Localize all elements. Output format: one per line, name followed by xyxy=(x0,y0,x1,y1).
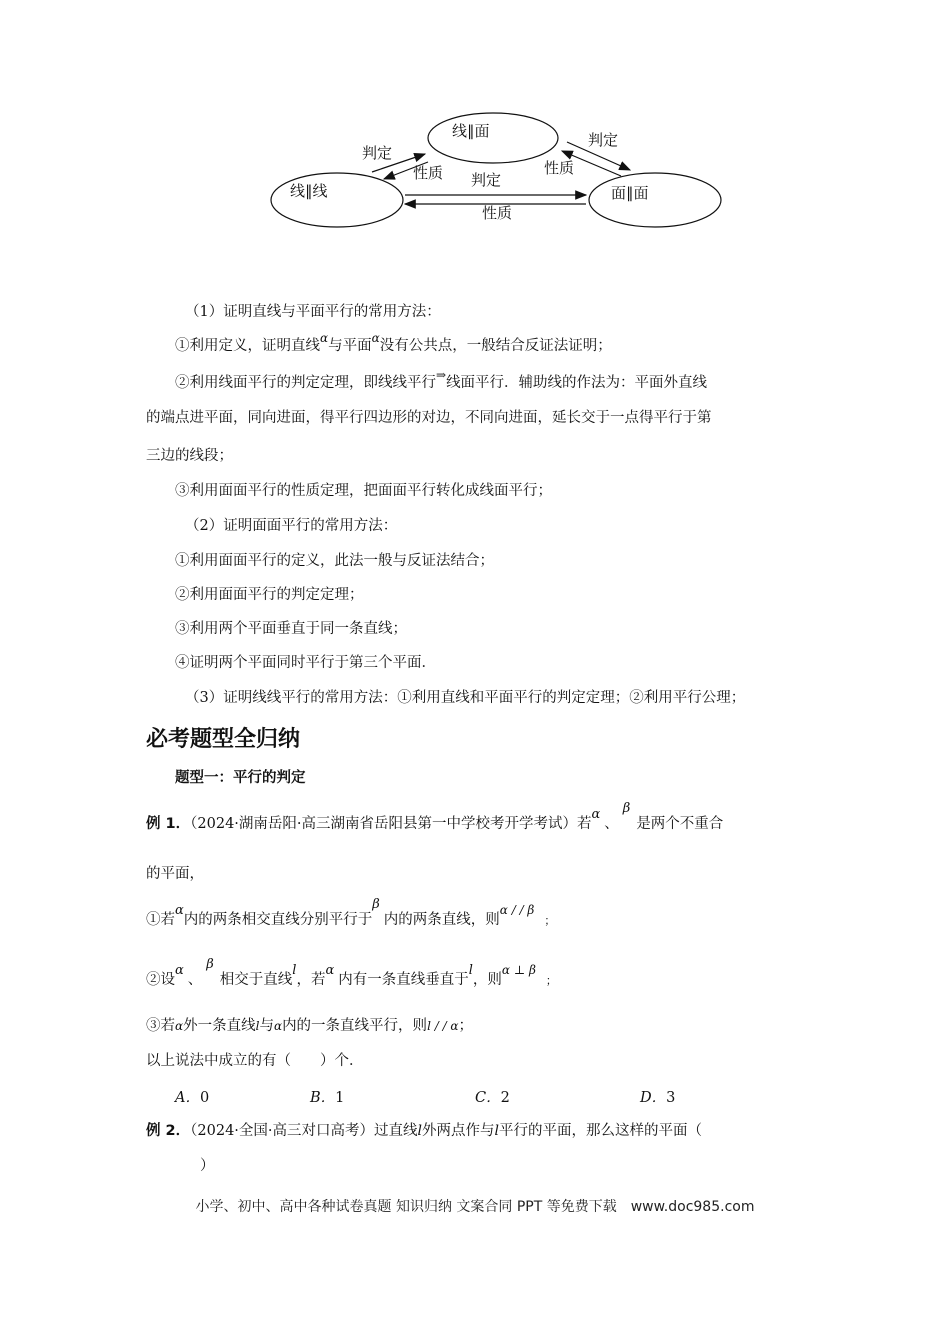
l-symbol: l xyxy=(292,963,297,978)
text: 、 xyxy=(187,972,203,988)
label-ll-to-pp: 判定 xyxy=(471,171,502,189)
item-2-1: ①利用面面平行的定义，此法一般与反证法结合； xyxy=(175,553,494,569)
option-letter: C． xyxy=(475,1090,501,1106)
text: 平行的平面，那么这样的平面（ xyxy=(498,1123,702,1139)
item-1-2-cont2: 三边的线段； xyxy=(146,448,233,464)
example-1-label: 例 1． xyxy=(146,816,191,832)
node-line-plane xyxy=(428,113,558,163)
label-lp-to-ll: 性质 xyxy=(413,164,444,182)
text: （2024·全国·高三对口高考）过直线 xyxy=(190,1123,418,1139)
text: 外一条直线 xyxy=(183,1018,256,1034)
heading-3: （3）证明线线平行的常用方法：①利用直线和平面平行的判定定理；②利用平行公理； xyxy=(185,690,746,706)
text: 与 xyxy=(259,1018,274,1034)
item-2-2: ②利用面面平行的判定定理； xyxy=(175,587,364,603)
text: ①利用定义，证明直线 xyxy=(175,338,320,354)
text: ； xyxy=(545,974,557,987)
l-symbol: l xyxy=(494,1123,499,1139)
item-2-3: ③利用两个平面垂直于同一条直线； xyxy=(175,621,407,637)
text: 是两个不重合 xyxy=(636,816,724,832)
beta-symbol: β xyxy=(372,897,380,912)
l-symbol: l xyxy=(417,1123,422,1139)
l-symbol: l xyxy=(255,1019,260,1033)
heading-2: （2）证明面面平行的常用方法： xyxy=(185,518,398,534)
item-2-4: ④证明两个平面同时平行于第三个平面． xyxy=(175,655,436,671)
text: ②利用线面平行的判定定理，即线线平行 xyxy=(175,375,436,391)
page-footer: 小学、初中、高中各种试卷真题 知识归纳 文案合同 PPT 等免费下载 www.doc985.com xyxy=(195,1199,755,1215)
label-pp-to-lp: 性质 xyxy=(544,159,575,177)
node-line-plane-label: 线∥面 xyxy=(452,122,490,140)
option-d[interactable] xyxy=(640,1086,675,1107)
text: 没有公共点，一般结合反证法证明； xyxy=(379,338,612,354)
text: 、 xyxy=(604,816,619,832)
text: 内有一条直线垂直于 xyxy=(338,972,469,988)
option-b[interactable] xyxy=(310,1086,344,1107)
example-2-stem xyxy=(146,1121,830,1141)
item-1-3: ③利用面面平行的性质定理，把面面平行转化成线面平行； xyxy=(175,483,552,499)
option-text: 3 xyxy=(666,1090,676,1106)
implies-symbol: ⇒ xyxy=(436,368,447,382)
text: 内的两条直线，则 xyxy=(383,912,500,928)
option-letter: B． xyxy=(310,1090,336,1106)
text: 内的一条直线平行，则 xyxy=(282,1018,428,1034)
label-pp-to-ll: 性质 xyxy=(482,204,513,222)
alpha-symbol: α xyxy=(175,963,184,978)
item-1-2 xyxy=(175,368,830,393)
alpha-symbol: α xyxy=(175,903,184,918)
alpha-symbol: α xyxy=(325,963,335,978)
example-2-stem-cont: ） xyxy=(200,1158,215,1174)
node-line-line-label: 线∥线 xyxy=(290,182,328,200)
l-symbol: l xyxy=(468,963,473,978)
alpha-symbol: α xyxy=(175,1019,184,1033)
item-1-1 xyxy=(175,331,830,356)
label-lp-to-pp: 判定 xyxy=(588,131,619,149)
label-ll-to-lp: 判定 xyxy=(362,144,393,162)
perpendicular-expression: α ⊥ β xyxy=(501,963,536,977)
option-text: 0 xyxy=(199,1090,210,1106)
text: ③若 xyxy=(146,1018,175,1034)
example-1-question: 以上说法中成立的有（ ）个． xyxy=(146,1053,364,1069)
text: ，若 xyxy=(296,972,326,988)
heading-1: （1）证明直线与平面平行的常用方法： xyxy=(185,304,441,320)
option-letter: A． xyxy=(175,1090,200,1106)
example-1-stem xyxy=(146,801,830,835)
option-letter: D． xyxy=(640,1090,667,1106)
text: ，则 xyxy=(472,972,502,988)
text: ； xyxy=(544,914,556,927)
example-1-statement-2 xyxy=(146,957,830,991)
example-1-stem-cont: 的平面， xyxy=(146,866,204,882)
text: ； xyxy=(458,1018,474,1034)
beta-symbol: β xyxy=(206,957,214,972)
option-text: 1 xyxy=(335,1090,345,1106)
option-a[interactable] xyxy=(175,1086,209,1107)
parallel-expression: α / / β xyxy=(499,903,535,917)
text: 内的两条相交直线分别平行于 xyxy=(183,912,373,928)
parallel-relations-diagram xyxy=(0,0,950,260)
text: 线面平行．辅助线的作法为：平面外直线 xyxy=(446,375,708,391)
text: 外两点作与 xyxy=(422,1123,495,1139)
alpha-symbol: α xyxy=(371,331,380,345)
example-1-statement-1 xyxy=(146,897,830,931)
section-title: 必考题型全归纳 xyxy=(146,727,301,752)
option-text: 2 xyxy=(500,1090,510,1106)
example-1-statement-3 xyxy=(146,1016,830,1036)
option-c[interactable] xyxy=(475,1086,510,1107)
text: （2024·湖南岳阳·高三湖南省岳阳县第一中学校考开学考试）若 xyxy=(190,816,592,832)
item-1-2-cont: 的端点进平面，同向进面，得平行四边形的对边，不同向进面，延长交于一点得平行于第 xyxy=(146,410,712,426)
node-plane-plane xyxy=(589,173,721,227)
text: 相交于直线 xyxy=(219,972,293,988)
node-plane-plane-label: 面∥面 xyxy=(611,184,649,202)
text: ②设 xyxy=(146,972,175,988)
text: 与平面 xyxy=(328,338,372,354)
alpha-symbol: α xyxy=(591,807,601,822)
text: ①若 xyxy=(146,912,175,928)
alpha-symbol: α xyxy=(273,1019,283,1033)
alpha-symbol: α xyxy=(320,331,329,345)
beta-symbol: β xyxy=(622,801,631,816)
example-2-label: 例 2． xyxy=(146,1123,191,1139)
type-heading: 题型一：平行的判定 xyxy=(175,770,306,786)
line-parallel-plane-expression: l / / α xyxy=(427,1019,459,1033)
